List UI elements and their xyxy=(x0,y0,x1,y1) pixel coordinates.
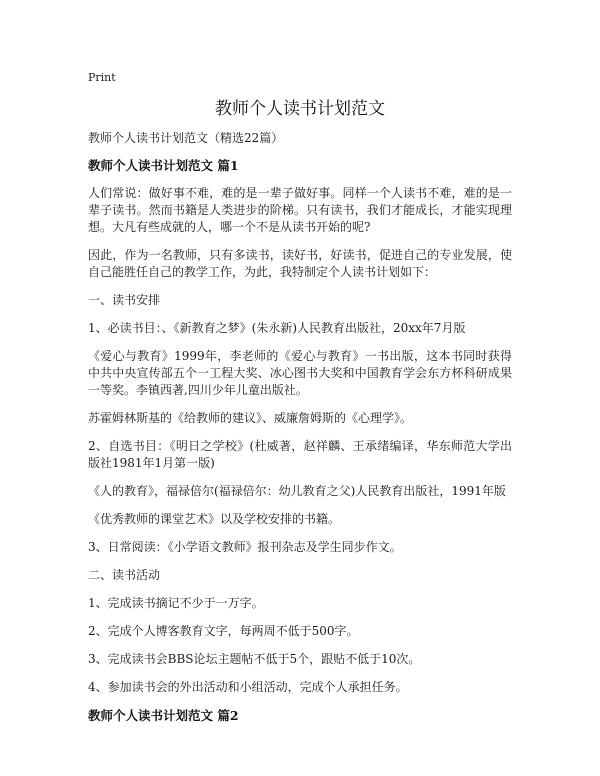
paragraph: 2、完成个人博客教育文字，每两周不低于500字。 xyxy=(88,624,359,638)
paragraph: 《优秀教师的课堂艺术》以及学校安排的书籍。 xyxy=(88,512,341,526)
paragraph: 1、完成读书摘记不少于一万字。 xyxy=(88,596,264,610)
paragraph: 3、完成读书会BBS论坛主题帖不低于5个，跟贴不低于10次。 xyxy=(88,652,421,666)
document-title: 教师个人读书计划范文 xyxy=(215,99,385,119)
paragraph: 苏霍姆林斯基的《给教师的建议》、威廉詹姆斯的《心理学》。 xyxy=(88,411,413,425)
paragraph: 2、自选书目：《明日之学校》(杜威著，赵祥麟、王承绪编译，华东师范大学出版社1981年1月第一版) xyxy=(88,439,512,470)
paragraph: 1、必读书目：、《新教育之梦》(朱永新)人民教育出版社，20xx年7月版 xyxy=(88,321,466,335)
section-heading-2: 教师个人读书计划范文 篇2 xyxy=(88,708,239,723)
subheading-reading-activities: 二、读书活动 xyxy=(88,568,161,582)
intro-line: 教师个人读书计划范文（精选22篇） xyxy=(88,131,284,145)
paragraph: 3、日常阅读：《小学语文教师》报刊杂志及学生同步作文。 xyxy=(88,540,402,554)
paragraph: 因此，作为一名教师，只有多读书，读好书，好读书，促进自己的专业发展，使自己能胜任自己的教学工作，为此，我特制定个人读书计划如下： xyxy=(88,248,512,279)
paragraph: 《人的教育》，福禄倍尔(福禄倍尔：幼儿教育之父)人民教育出版社，1991年版 xyxy=(88,484,506,498)
section-heading-1: 教师个人读书计划范文 篇1 xyxy=(88,158,239,173)
paragraph: 人们常说：做好事不难，难的是一辈子做好事。同样一个人读书不难，难的是一辈子读书。然而书籍是人类进步的阶梯。只有读书，我们才能成长，才能实现理想。大凡有些成就的人，哪一个不是从读书开始的呢? xyxy=(88,186,512,234)
paragraph: 《爱心与教育》1999年，李老师的《爱心与教育》一书出版，这本书同时获得中共中央宣传部五个一工程大奖、冰心图书大奖和中国教育学会东方杯科研成果一等奖。李镇西著,四川少年儿童出版社。 xyxy=(88,349,512,397)
print-label[interactable]: Print xyxy=(88,71,116,84)
paragraph: 4、参加读书会的外出活动和小组活动，完成个人承担任务。 xyxy=(88,680,408,694)
subheading-reading-schedule: 一、读书安排 xyxy=(88,293,161,307)
